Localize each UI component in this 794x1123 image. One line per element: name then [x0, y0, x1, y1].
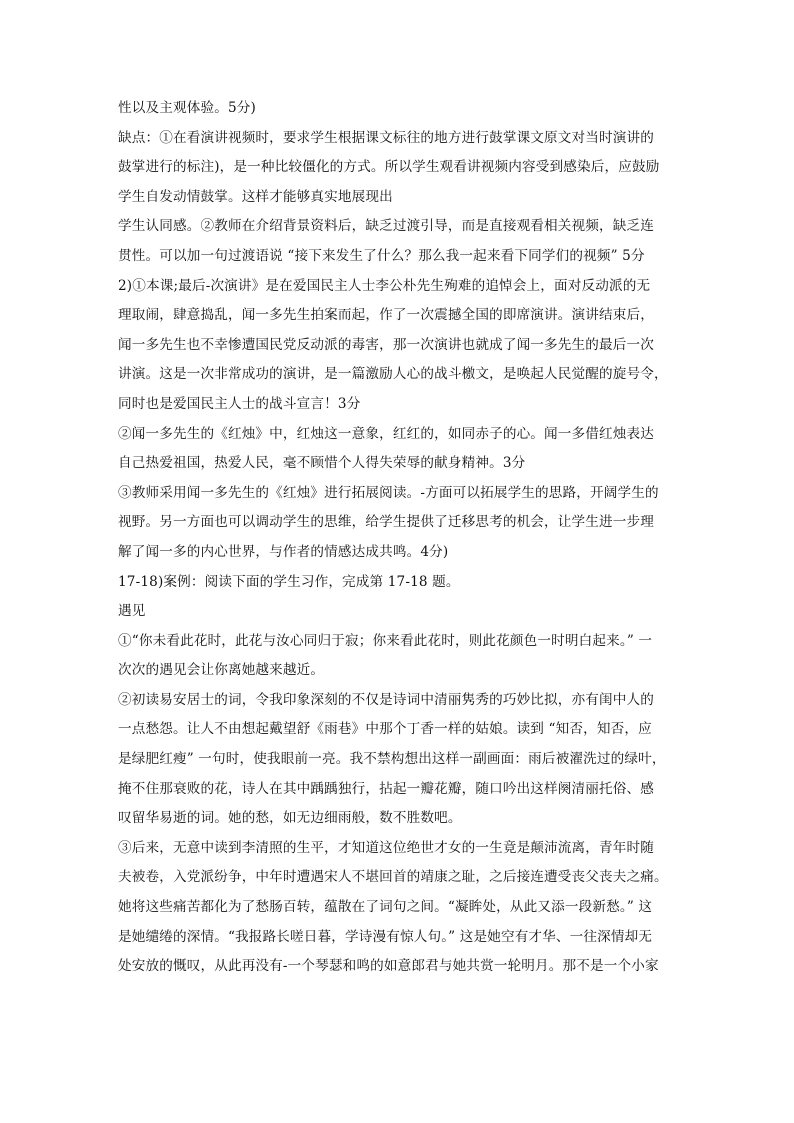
text-line: ①“你未看此花时，此花与汝心同归于寂；你来看此花时，则此花颜色一时明白起来。” 一 — [118, 632, 653, 649]
text-line: 处安放的慨叹，从此再没有-一个琴瑟和鸣的如意郎君与她共赏一轮明月。那不是一个小家 — [118, 958, 659, 975]
text-line: 自己热爱祖国，热爱人民，毫不顾惜个人得失荣辱的献身精神。3分 — [118, 455, 526, 472]
text-line: 学生认同感。②教师在介绍背景资料后，缺乏过渡引导，而是直接观看相关视频，缺乏连 — [118, 218, 655, 235]
text-line: 叹留华易逝的词。她的愁，如无边细雨般，数不胜数吧。 — [118, 810, 462, 827]
text-line: ③教师采用闻一多先生的《红烛》进行拓展阅读。-方面可以拓展学生的思路，开阔学生的 — [118, 484, 659, 501]
text-line: 鼓掌进行的标注)，是一种比较僵化的方式。所以学生观看讲视频内容受到感染后，应鼓励 — [118, 159, 660, 176]
text-line: 掩不住那衰败的花，诗人在其中踽踽独行，拈起一瓣花瓣，随口吟出这样阕清丽托俗、感 — [118, 780, 655, 797]
text-line: 缺点：①在看演讲视频时，要求学生根据课文标往的地方进行鼓掌课文原文对当时演讲的 — [118, 129, 655, 146]
text-line: 视野。另一方面也可以调动学生的思维，给学生提供了迁移思考的机会，让学生进一步理 — [118, 514, 655, 531]
text-line: 学生自发动情鼓掌。这样才能够真实地展现出 — [118, 188, 393, 205]
text-line: 是她缱绻的深情。“我报路长嗟日暮，学诗漫有惊人句。” 这是她空有才华、一往深情却无 — [118, 928, 653, 945]
section-heading: 17-18)案例：阅读下面的学生习作，完成第 17-18 题。 — [118, 573, 460, 590]
text-line: 2)①本课;最后-次演讲》是在爱国民主人士李公朴先生殉难的追悼会上，面对反动派的无 — [118, 277, 651, 294]
text-line: 一点愁怨。让人不由想起戴望舒《雨巷》中那个丁香一样的姑娘。读到 “知否，知否，应 — [118, 721, 652, 738]
text-line: 闻一多先生也不幸惨遭国民党反动派的毒害，那一次演讲也就成了闻一多先生的最后一次 — [118, 336, 655, 353]
text-line: ②闻一多先生的《红烛》中，红烛这一意象，红红的，如同赤子的心。闻一多借红烛表达 — [118, 425, 655, 442]
text-line: 是绿肥红瘦” 一句时，使我眼前一亮。我不禁构想出这样一副画面：雨后被濯洗过的绿叶， — [118, 751, 666, 768]
text-line: 次次的遇见会让你离她越来越近。 — [118, 662, 325, 679]
text-line: ③后来，无意中读到李清照的生平，才知道这位绝世才女的一生竟是颠沛流离，青年时随 — [118, 839, 655, 856]
text-line: 她将这些痛苦都化为了愁肠百转，蕴散在了词句之间。“凝眸处，从此又添一段新愁。” 这 — [118, 899, 653, 916]
text-line: 夫被卷，入党派纷争，中年时遭遇宋人不堪回首的靖康之耻，之后接连遭受丧父丧夫之痛。 — [118, 869, 668, 886]
text-line: 解了闻一多的内心世界，与作者的情感达成共鸣。4分) — [118, 543, 449, 560]
text-line: 贯性。可以加一句过渡语说 “接下来发生了什么？那么我一起来看下同学们的视频” 5分 — [118, 247, 645, 264]
text-line: 性以及主观体验。5分) — [118, 100, 256, 116]
text-line: 同时也是爱国民主人士的战斗宣言！3分 — [118, 395, 361, 412]
essay-title: 遇见 — [118, 603, 146, 620]
text-line: 理取闹，肆意捣乱，闻一多先生拍案而起，作了一次震撼全国的即席演讲。演讲结束后， — [118, 307, 655, 324]
text-line: ②初读易安居士的词，令我印象深刻的不仅是诗词中清丽隽秀的巧妙比拟，亦有闺中人的 — [118, 691, 655, 708]
text-line: 讲演。这是一次非常成功的演讲，是一篇激励人心的战斗檄文，是唤起人民觉醒的旋号令， — [118, 366, 668, 383]
